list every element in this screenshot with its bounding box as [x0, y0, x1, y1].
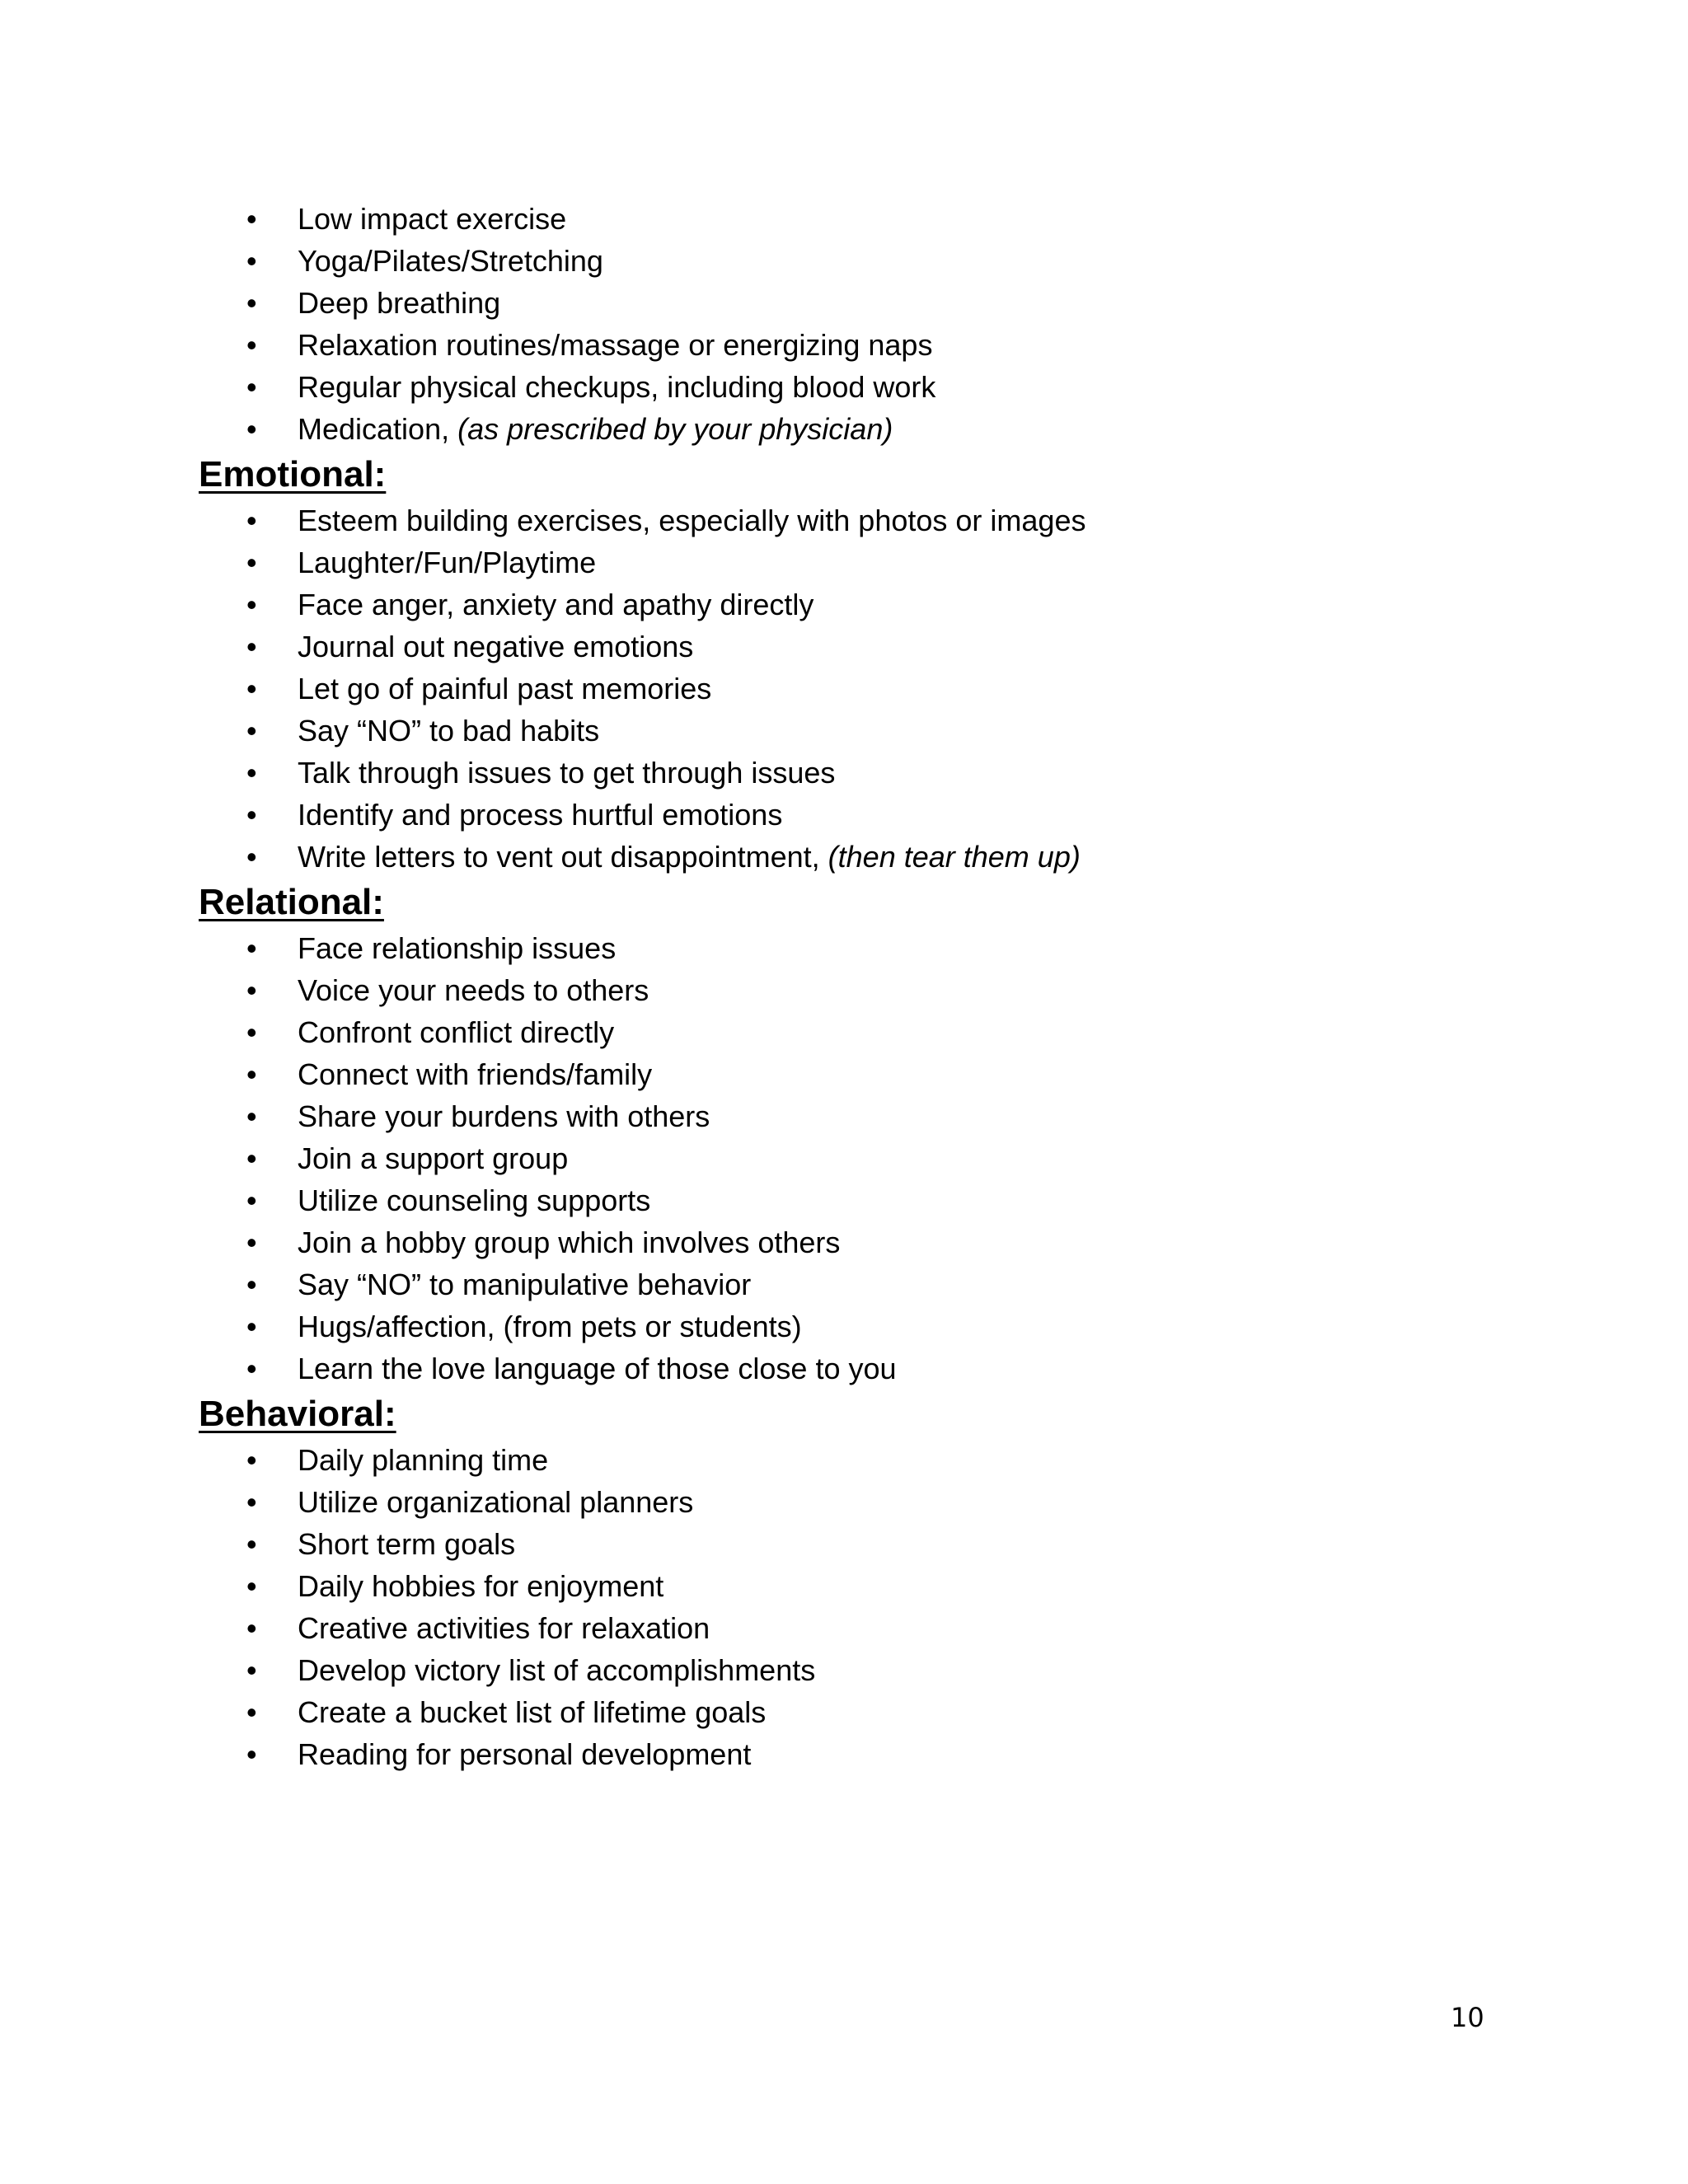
list-item: [199, 324, 1517, 366]
list-item-text: Voice your needs to others: [298, 973, 649, 1007]
list-item: [199, 752, 1517, 794]
list-item: [199, 1607, 1517, 1649]
list-item: [199, 710, 1517, 752]
list-item-text: Talk through issues to get through issues: [298, 756, 836, 790]
list-item-text: Develop victory list of accomplishments: [298, 1653, 816, 1687]
list-item-text: Yoga/Pilates/Stretching: [298, 244, 603, 278]
list-item-text: Write letters to vent out disappointment,: [298, 840, 828, 874]
list-item-text: Low impact exercise: [298, 202, 567, 236]
list-item-text: Share your burdens with others: [298, 1099, 710, 1133]
list-item: [199, 366, 1517, 408]
list-item: [199, 1733, 1517, 1775]
physical-list: [199, 198, 1517, 450]
list-item-text: Face relationship issues: [298, 931, 617, 965]
list-item: [199, 1347, 1517, 1390]
list-item-text: Journal out negative emotions: [298, 630, 694, 663]
list-item-text: Regular physical checkups, including blood work: [298, 370, 936, 404]
list-item-text: Face anger, anxiety and apathy directly: [298, 588, 814, 621]
list-item-text: Daily hobbies for enjoyment: [298, 1569, 664, 1603]
list-item: [199, 927, 1517, 969]
list-item-text: Join a hobby group which involves others: [298, 1226, 841, 1259]
list-item-text: Say “NO” to bad habits: [298, 714, 600, 748]
list-item-text: Esteem building exercises, especially with photos or images: [298, 504, 1086, 537]
list-item: [199, 583, 1517, 626]
list-item-text: Confront conflict directly: [298, 1015, 615, 1049]
list-item-text: Identify and process hurtful emotions: [298, 798, 783, 832]
list-item: [199, 541, 1517, 583]
section-heading-behavioral: Behavioral:: [199, 1394, 396, 1434]
list-item-text: Utilize organizational planners: [298, 1485, 694, 1519]
list-item: [199, 836, 1517, 878]
behavioral-list: [199, 1439, 1517, 1775]
list-item-text: Relaxation routines/massage or energizing naps: [298, 328, 933, 362]
list-item-text: Hugs/affection, (from pets or students): [298, 1310, 802, 1343]
list-item: [199, 198, 1517, 240]
list-item-note: (then tear them up): [828, 840, 1081, 874]
list-item: [199, 1053, 1517, 1095]
list-item: [199, 668, 1517, 710]
list-item: [199, 1305, 1517, 1347]
list-item: [199, 626, 1517, 668]
list-item-text: Deep breathing: [298, 286, 501, 320]
list-item: [199, 499, 1517, 541]
list-item: [199, 1011, 1517, 1053]
list-item: [199, 969, 1517, 1011]
list-item: [199, 1439, 1517, 1481]
list-item-text: Short term goals: [298, 1527, 516, 1561]
list-item: [199, 1565, 1517, 1607]
emotional-list: [199, 499, 1517, 878]
list-item: [199, 240, 1517, 282]
list-item: [199, 1691, 1517, 1733]
list-item-text: Creative activities for relaxation: [298, 1611, 710, 1645]
list-item-text: Medication,: [298, 412, 458, 446]
list-item-text: Join a support group: [298, 1141, 569, 1175]
list-item: [199, 794, 1517, 836]
list-item: [199, 282, 1517, 324]
list-item-text: Learn the love language of those close to you: [298, 1352, 897, 1385]
list-item: [199, 1481, 1517, 1523]
list-item: [199, 1649, 1517, 1691]
list-item-text: Let go of painful past memories: [298, 672, 712, 705]
list-item-text: Daily planning time: [298, 1443, 549, 1477]
list-item-text: Utilize counseling supports: [298, 1183, 651, 1217]
list-item: [199, 1221, 1517, 1263]
list-item-note: (as prescribed by your physician): [457, 412, 893, 446]
list-item: [199, 1137, 1517, 1179]
page-number: 10: [1451, 2002, 1484, 2033]
list-item: [199, 1095, 1517, 1137]
section-heading-emotional: Emotional:: [199, 454, 387, 494]
page-content: [199, 198, 1517, 1775]
list-item: [199, 1263, 1517, 1305]
list-item-text: Create a bucket list of lifetime goals: [298, 1695, 767, 1729]
list-item: [199, 1179, 1517, 1221]
list-item: [199, 1523, 1517, 1565]
list-item-text: Say “NO” to manipulative behavior: [298, 1268, 752, 1301]
list-item: [199, 408, 1517, 450]
list-item-text: Laughter/Fun/Playtime: [298, 546, 597, 579]
list-item-text: Connect with friends/family: [298, 1057, 653, 1091]
list-item-text: Reading for personal development: [298, 1737, 752, 1771]
relational-list: [199, 927, 1517, 1390]
section-heading-relational: Relational:: [199, 882, 384, 922]
